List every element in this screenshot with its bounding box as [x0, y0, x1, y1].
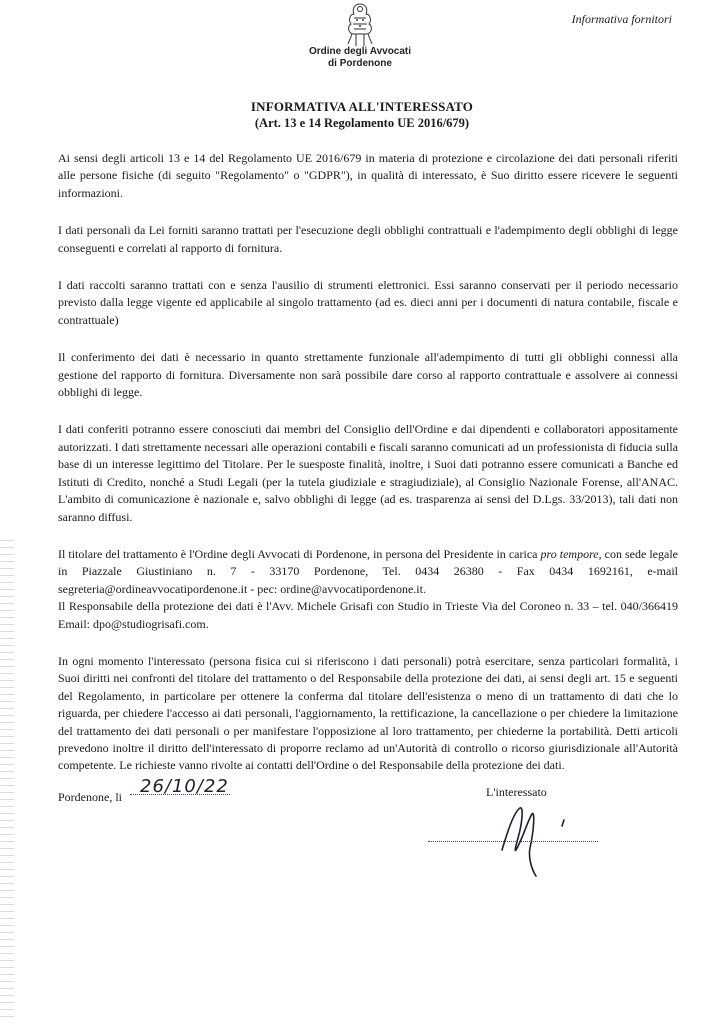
order-name-line2: di Pordenone	[328, 58, 392, 69]
paragraph-retention: I dati raccolti saranno trattati con e senza l'ausilio di strumenti elettronici. Essi saranno conservati per il periodo necessario previsto dalla legge vigente ed applicabile al singolo trattamento (ad es. dieci anni per i documenti di natura contabile, fiscale e contrattuale)	[58, 278, 678, 327]
document-type-label: Informativa fornitori	[571, 12, 672, 26]
paragraph-necessity: Il conferimento dei dati è necessario in quanto strettamente funzionale all'adempimento di tutti gli obblighi connessi alla gestione del rapporto di fornitura. Diversamente non sarà possibile dare corso al rapporto contrattuale e assolvere ai connessi obblighi di legge.	[58, 350, 678, 400]
document-title: INFORMATIVA ALL'INTERESSATO	[250, 99, 474, 114]
handwritten-date: 26/10/22	[140, 776, 229, 797]
paragraph-purpose: I dati personali da Lei forniti saranno trattati per l'esecuzione degli obblighi contrattuali e l'adempimento degli obblighi di legge conseguenti e correlati al rapporto di fornitura.	[58, 223, 678, 255]
paragraph-recipients: I dati conferiti potranno essere conosciuti dai membri del Consiglio dell'Ordine e dai dipendenti e collaboratori appositamente autorizzati. I dati strettamente necessari alle operazioni contabili e fiscali saranno comunicati ad un professionista di fiducia sulla base di un interesse legittimo del Titolare. Per le suesposte finalità, inoltre, i Suoi dati potranno essere comunicati a Banche ed Istituti di Credito, nonché a Studi Legali (per la tutela giudiziale e stragiudiziale), al Consiglio Nazionale Forense, all'ANAC. L'ambito di comunicazione è nazionale e, salvo obblighi di legge (ad es. trasparenza ai sensi del D.Lgs. 33/2013), tali dati non saranno diffusi.	[58, 422, 678, 524]
document-subtitle: (Art. 13 e 14 Regolamento UE 2016/679)	[254, 116, 470, 130]
controller-text-start: Il titolare del trattamento è l'Ordine degli Avvocati di Pordenone, in persona del Presidente in carica	[58, 546, 541, 561]
paragraph-rights: In ogni momento l'interessato (persona fisica cui si riferiscono i dati personali) potrà esercitare, senza particolari formalità, i Suoi diritti nei confronti del titolare del trattamento o del Responsabile della protezione dei dati, ai sensi degli art. 15 e seguenti del Regolamento, in particolare per ottenere la conferma dal titolare dell'esistenza o meno di un trattamento di dati che lo riguarda, per chiedere l'accesso ai dati personali, l'aggiornamento, la rettificazione, la cancellazione o per chiedere la limitazione del trattamento dei dati personali o per manifestare l'opposizione al loro trattamento, per chiederne la portabilità. Detti articoli prevedono inoltre il diritto dell'interessato di proporre reclamo ad un'Autorità di controllo o ricorso giurisdizionale all'Autorità competente. Le richieste vanno rivolte ai contatti dell'Ordine o del Responsabile della protezione dei dati.	[58, 653, 678, 773]
place-label: Pordenone, li	[58, 790, 122, 804]
signer-label: L'interessato	[486, 785, 547, 799]
signature-dotted-line	[428, 841, 598, 842]
scan-edge-noise	[0, 540, 14, 1020]
signature-area	[0, 776, 724, 900]
order-name-line1: Ordine degli Avvocati	[308, 46, 412, 57]
controller-italic: pro tempore	[540, 546, 599, 561]
controller-text-end: , con sede legale in Piazzale Giustiniano n. 7 - 33170 Pordenone, Tel. 0434 26380 - Fax 0434 1692161, e-mail segreteria@ordineavvocatipordenone.it - pec: ordine@avvocatipordenone.it.	[58, 546, 678, 596]
document-body	[58, 150, 678, 795]
paragraph-intro: Ai sensi degli articoli 13 e 14 del Regolamento UE 2016/679 in materia di protezione e circolazione dei dati personali riferiti alle persone fisiche (di seguito "Regolamento" o "GDPR"), in qualità di interessato, è Suo diritto essere ricevere le seguenti informazioni.	[58, 151, 678, 200]
handwritten-signature	[480, 790, 590, 885]
paragraph-dpo: Il Responsabile della protezione dei dati è l'Avv. Michele Grisafi con Studio in Trieste Via del Coroneo n. 33 – tel. 040/366419 Email: dpo@studiogrisafi.com.	[58, 599, 678, 631]
title-block	[0, 99, 724, 131]
crest-icon	[330, 0, 390, 50]
order-name	[300, 46, 420, 70]
paragraph-controller	[58, 546, 678, 598]
